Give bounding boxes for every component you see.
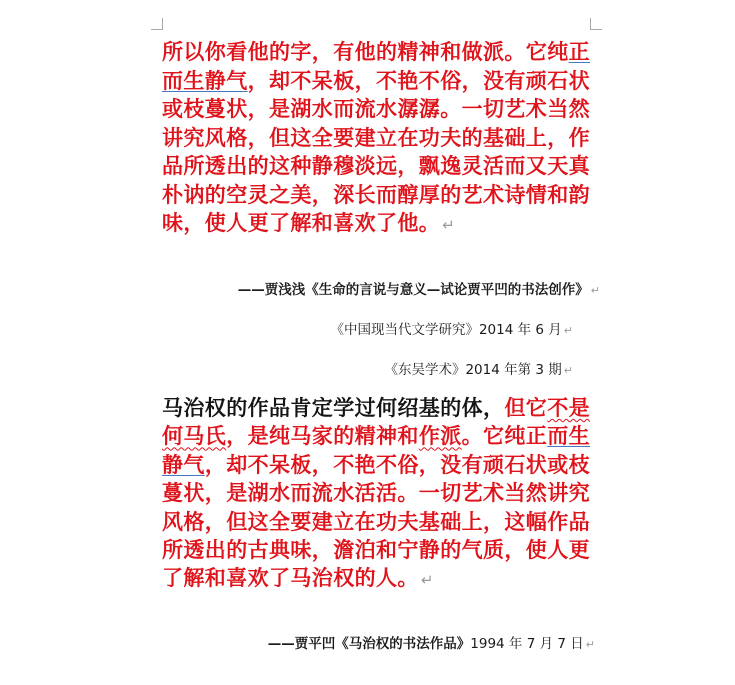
paragraph-2-red-d: ，却不呆板，不艳不俗，没有顽石状或枝蔓状，是湖水而流水活活。一切艺术当然讲究风格，但这全要建立在功夫基础上，这幅作品所透出的古典味，澹泊和宁静的气质，使人更了解和喜欢了马治权的人。 [162,452,591,591]
paragraph-mark-icon: ↵ [585,638,595,651]
paragraph-2-spellcheck-1: 不是何马氏 [162,396,591,449]
citation-3 [384,358,573,378]
citation-2 [330,318,573,338]
citation-2-text: 《中国现当代文学研究》2014 年 6 月 [330,322,562,338]
citation-1-title: 《生命的言说与意义—试论贾平凹的书法创作》 [305,282,589,298]
paragraph-mark-icon: ↵ [420,571,434,590]
citation-4-title: 《马治权的书法作品》 [335,636,471,652]
citation-4-author: ——贾平凹 [267,636,336,652]
paragraph-2-black-text: 马治权的作品肯定学过何绍基的体， [162,396,505,420]
paragraph-1-underlined-phrase: 正而生静气 [162,40,591,93]
paragraph-mark-icon: ↵ [590,284,600,297]
citation-4-date: 1994 年 7 月 7 日 [470,636,584,652]
paragraph-1-text-a: 所以你看他的字，有他的精神和做派。它纯 [162,40,569,64]
citation-1-author: ——贾浅浅 [237,282,306,298]
paragraph-2-red-b: ，是纯马家的精神和 [226,424,419,449]
quote-paragraph-1 [162,38,602,240]
paragraph-2-spellcheck-2: 作派 [418,424,462,449]
paragraph-1-text-b: ，却不呆板，不艳不俗，没有顽石状或枝蔓状，是湖水而流水潺潺。一切艺术当然讲究风格，但这全要建立在功夫的基础上，作品所透出的这种静穆淡远，飘逸灵活而又天真朴讷的空灵之美，深长而醇厚的艺术诗情和韵味，使人更了解和喜欢了他。 [162,68,591,235]
page-corner-top-left [151,18,163,30]
page-corner-top-right [590,18,602,30]
quote-paragraph-2 [162,394,602,595]
citation-4 [268,632,595,652]
citation-3-text: 《东吴学术》2014 年第 3 期 [384,362,562,378]
paragraph-2-underlined-phrase: 而生静气 [162,424,591,477]
paragraph-mark-icon: ↵ [442,216,456,234]
paragraph-2-red-c: 。它纯正 [461,424,548,449]
paragraph-mark-icon: ↵ [563,324,573,337]
paragraph-mark-icon: ↵ [563,364,573,377]
citation-1 [238,278,600,298]
paragraph-2-red-a: 但它 [504,396,548,420]
